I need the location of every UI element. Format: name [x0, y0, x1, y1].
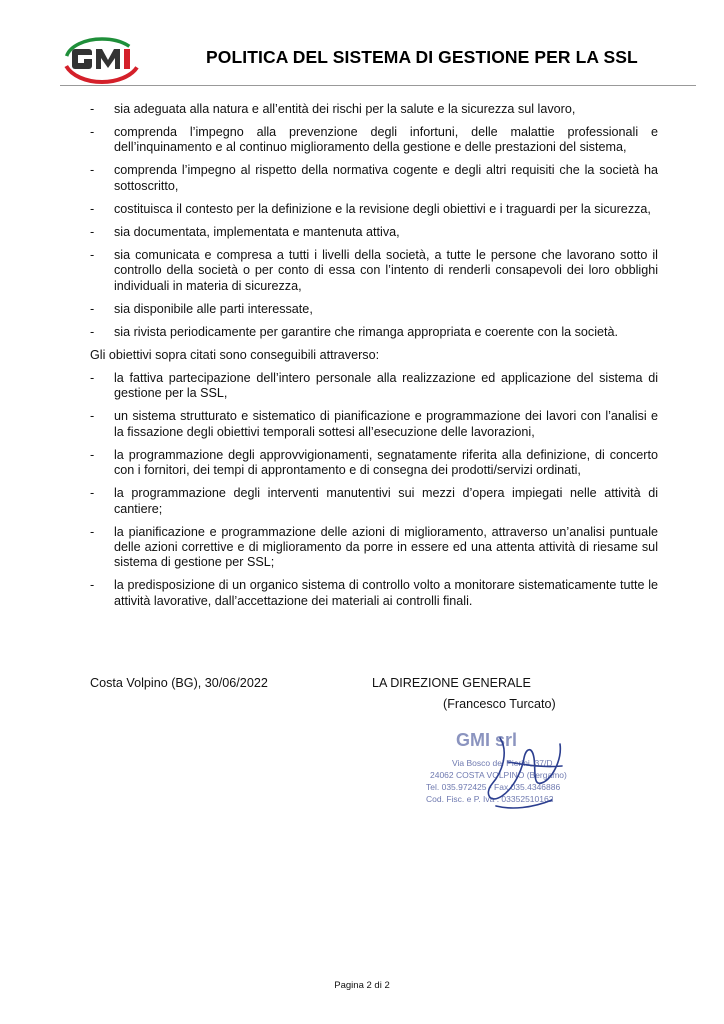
list-item: - la programmazione degli interventi manutentivi sui mezzi d’opera impiegati nelle attività di cantiere;	[90, 486, 658, 516]
document-title: POLITICA DEL SISTEMA DI GESTIONE PER LA SSL	[206, 47, 638, 67]
gmi-logo	[60, 30, 170, 86]
objectives-intro: Gli obiettivi sopra citati sono conseguibili attraverso:	[90, 347, 380, 362]
stamp-line: Via Bosco dei Pierini, 37/D	[452, 758, 553, 768]
signatory-name: (Francesco Turcato)	[443, 697, 556, 711]
list-item: - un sistema strutturato e sistematico di pianificazione e programmazione dei lavori con l’analisi e la fissazione degli obiettivi temporali sottesi all’esecuzione delle lavorazioni,	[90, 409, 658, 439]
page-number: Pagina 2 di 2	[334, 980, 390, 991]
list-item: - la predisposizione di un organico sistema di controllo volto a monitorare sistematicamente tutte le attività lavorative, dall’accettazione dei materiali ai controlli finali.	[90, 578, 658, 608]
company-stamp	[412, 718, 627, 828]
list-item: - costituisca il contesto per la definizione e la revisione degli obiettivi e i traguardi per la sicurezza,	[90, 201, 651, 216]
document-body	[90, 102, 658, 617]
stamp-company: GMI srl	[456, 730, 518, 750]
list-item: - sia disponibile alle parti interessate,	[90, 301, 313, 316]
list-item: - comprenda l’impegno alla prevenzione degli infortuni, delle malattie professionali e dell’inquinamento e al continuo miglioramento della gestione e delle prestazioni del sistema,	[90, 125, 658, 155]
list-item: - sia adeguata alla natura e all’entità dei rischi per la salute e la sicurezza sul lavoro,	[90, 102, 576, 116]
objectives-list	[90, 371, 658, 609]
list-item: - sia rivista periodicamente per garantire che rimanga appropriata e coerente con la società.	[90, 324, 619, 339]
list-item: - la pianificazione e programmazione delle azioni di miglioramento, attraverso un’analisi puntuale delle azioni correttive e di miglioramento da porre in essere ed una attenta attività di riesame sul sistema di gestione per SSL;	[90, 524, 658, 570]
list-item: - sia comunicata e compresa a tutti i livelli della società, a tutte le persone che lavorano sotto il controllo della società o per conto di essa con l’intento di renderli consapevoli dei loro obblighi individuali in materia di sicurezza,	[90, 247, 658, 293]
list-item: - comprenda l’impegno al rispetto della normativa cogente e degli altri requisiti che la società ha sottoscritto,	[90, 163, 658, 193]
stamp-line: 24062 COSTA VOLPINO (Bergamo)	[430, 770, 567, 780]
list-item: - la fattiva partecipazione dell’intero personale alla realizzazione ed applicazione del sistema di gestione per la SSL,	[90, 371, 658, 401]
page-header	[60, 30, 696, 86]
management-label: LA DIREZIONE GENERALE	[372, 676, 531, 690]
stamp-line: Tel. 035.972425 - Fax 035.4346886	[426, 782, 561, 792]
list-item: - sia documentata, implementata e mantenuta attiva,	[90, 224, 400, 239]
place-date: Costa Volpino (BG), 30/06/2022	[90, 676, 268, 690]
policy-list	[90, 102, 658, 340]
header-divider	[60, 85, 696, 86]
stamp-line: Cod. Fisc. e P. Iva : 03352510162	[426, 794, 554, 804]
list-item: - la programmazione degli approvvigionamenti, segnatamente riferita alla definizione, di concerto con i fornitori, dei tempi di approntamento e di consegna dei prodotti/servizi ordinati,	[90, 447, 658, 478]
